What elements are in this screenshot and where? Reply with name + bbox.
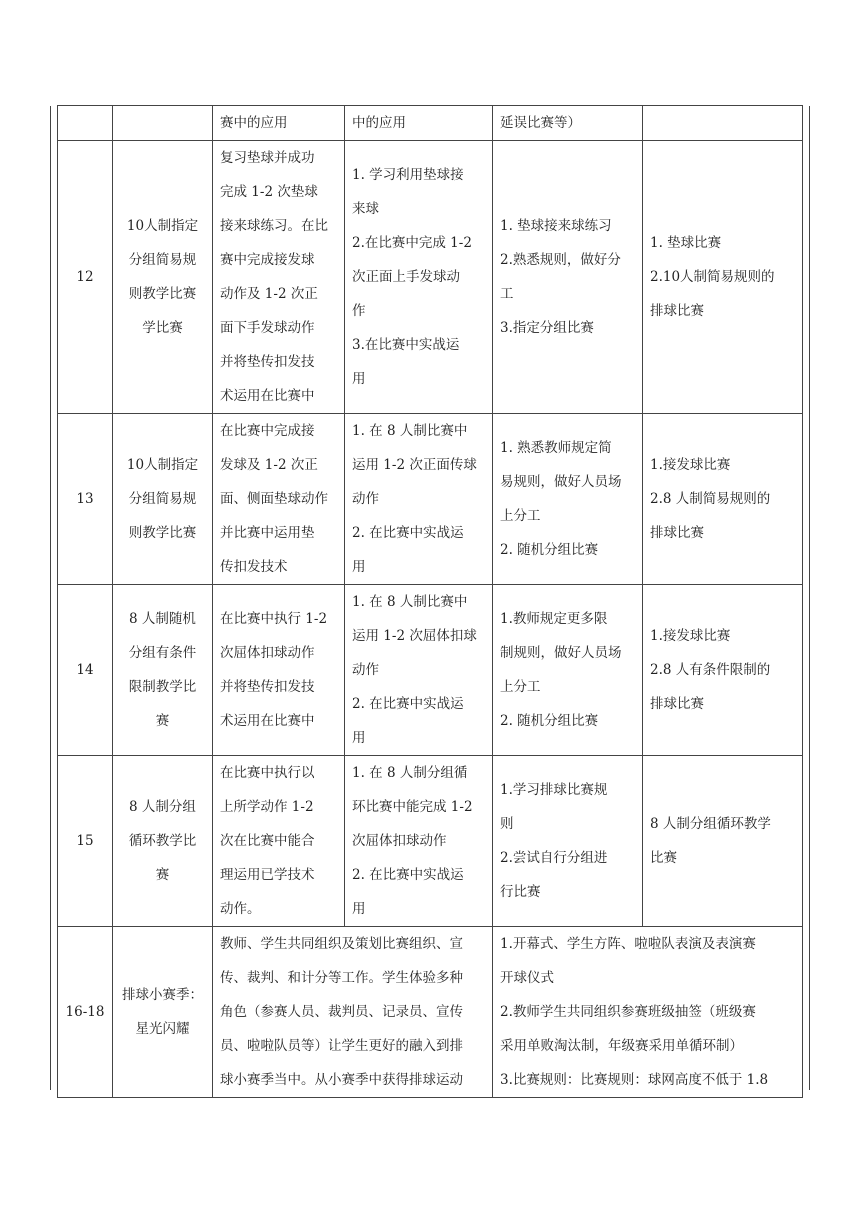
- week-cell: 16-18: [58, 927, 113, 1098]
- table-row: [58, 927, 803, 1098]
- title-cell: [113, 106, 213, 141]
- goal-cell: 复习垫球并成功 完成 1-2 次垫球 接来球练习。在比 赛中完成接发球 动作及 1-2 次正 面下手发球动作 并将垫传扣发技 术运用在比赛中: [213, 141, 345, 414]
- skill-cell: 1. 在 8 人制比赛中 运用 1-2 次屈体扣球 动作 2. 在比赛中实战运 用: [345, 585, 493, 756]
- game-cell: 8 人制分组循环教学 比赛: [643, 756, 803, 927]
- week-cell: [58, 106, 113, 141]
- week-cell: 12: [58, 141, 113, 414]
- skill-cell: 1. 在 8 人制分组循 环比赛中能完成 1-2 次屈体扣球动作 2. 在比赛中实战运 用: [345, 756, 493, 927]
- title-cell: 排球小赛季： 星光闪耀: [113, 927, 213, 1098]
- merged-practice-cell: 1.开幕式、学生方阵、啦啦队表演及表演赛 开球仪式 2.教师学生共同组织参赛班级抽签（班级赛 采用单败淘汰制，年级赛采用单循环制） 3.比赛规则：比赛规则：球网高度不低于 1.8: [493, 927, 803, 1098]
- skill-cell: 中的应用: [345, 106, 493, 141]
- week-cell: 13: [58, 414, 113, 585]
- game-cell: 1.接发球比赛 2.8 人有条件限制的 排球比赛: [643, 585, 803, 756]
- merged-content-cell: 教师、学生共同组织及策划比赛组织、宣 传、裁判、和计分等工作。学生体验多种 角色（参赛人员、裁判员、记录员、宣传 员、啦啦队员等）让学生更好的融入到排 球小赛季当中。从小赛季中获得排球运动: [213, 927, 493, 1098]
- title-cell: 10人制指定 分组简易规 则教学比赛 学比赛: [113, 141, 213, 414]
- table-row: [58, 141, 803, 414]
- skill-cell: 1. 学习利用垫球接 来球 2.在比赛中完成 1-2 次正面上手发球动 作 3.在比赛中实战运 用: [345, 141, 493, 414]
- game-cell: 1.接发球比赛 2.8 人制简易规则的 排球比赛: [643, 414, 803, 585]
- practice-cell: 1.教师规定更多限 制规则，做好人员场 上分工 2. 随机分组比赛: [493, 585, 643, 756]
- table-row: [58, 414, 803, 585]
- table-row: [58, 585, 803, 756]
- title-cell: 10人制指定 分组简易规 则教学比赛: [113, 414, 213, 585]
- skill-cell: 1. 在 8 人制比赛中 运用 1-2 次正面传球 动作 2. 在比赛中实战运 用: [345, 414, 493, 585]
- goal-cell: 在比赛中执行以 上所学动作 1-2 次在比赛中能合 理运用已学技术 动作。: [213, 756, 345, 927]
- table-row: [58, 756, 803, 927]
- goal-cell: 在比赛中执行 1-2 次屈体扣球动作 并将垫传扣发技 术运用在比赛中: [213, 585, 345, 756]
- goal-cell: 在比赛中完成接 发球及 1-2 次正 面、侧面垫球动作 并比赛中运用垫 传扣发技术: [213, 414, 345, 585]
- practice-cell: 1. 垫球接来球练习 2.熟悉规则，做好分 工 3.指定分组比赛: [493, 141, 643, 414]
- practice-cell: 1.学习排球比赛规 则 2.尝试自行分组进 行比赛: [493, 756, 643, 927]
- game-cell: 1. 垫球比赛 2.10人制简易规则的 排球比赛: [643, 141, 803, 414]
- week-cell: 15: [58, 756, 113, 927]
- teaching-plan-table: [57, 105, 803, 1098]
- practice-cell: 延误比赛等）: [493, 106, 643, 141]
- table-row: [58, 106, 803, 141]
- week-cell: 14: [58, 585, 113, 756]
- goal-cell: 赛中的应用: [213, 106, 345, 141]
- game-cell: [643, 106, 803, 141]
- title-cell: 8 人制随机 分组有条件 限制教学比 赛: [113, 585, 213, 756]
- title-cell: 8 人制分组 循环教学比 赛: [113, 756, 213, 927]
- practice-cell: 1. 熟悉教师规定简 易规则，做好人员场 上分工 2. 随机分组比赛: [493, 414, 643, 585]
